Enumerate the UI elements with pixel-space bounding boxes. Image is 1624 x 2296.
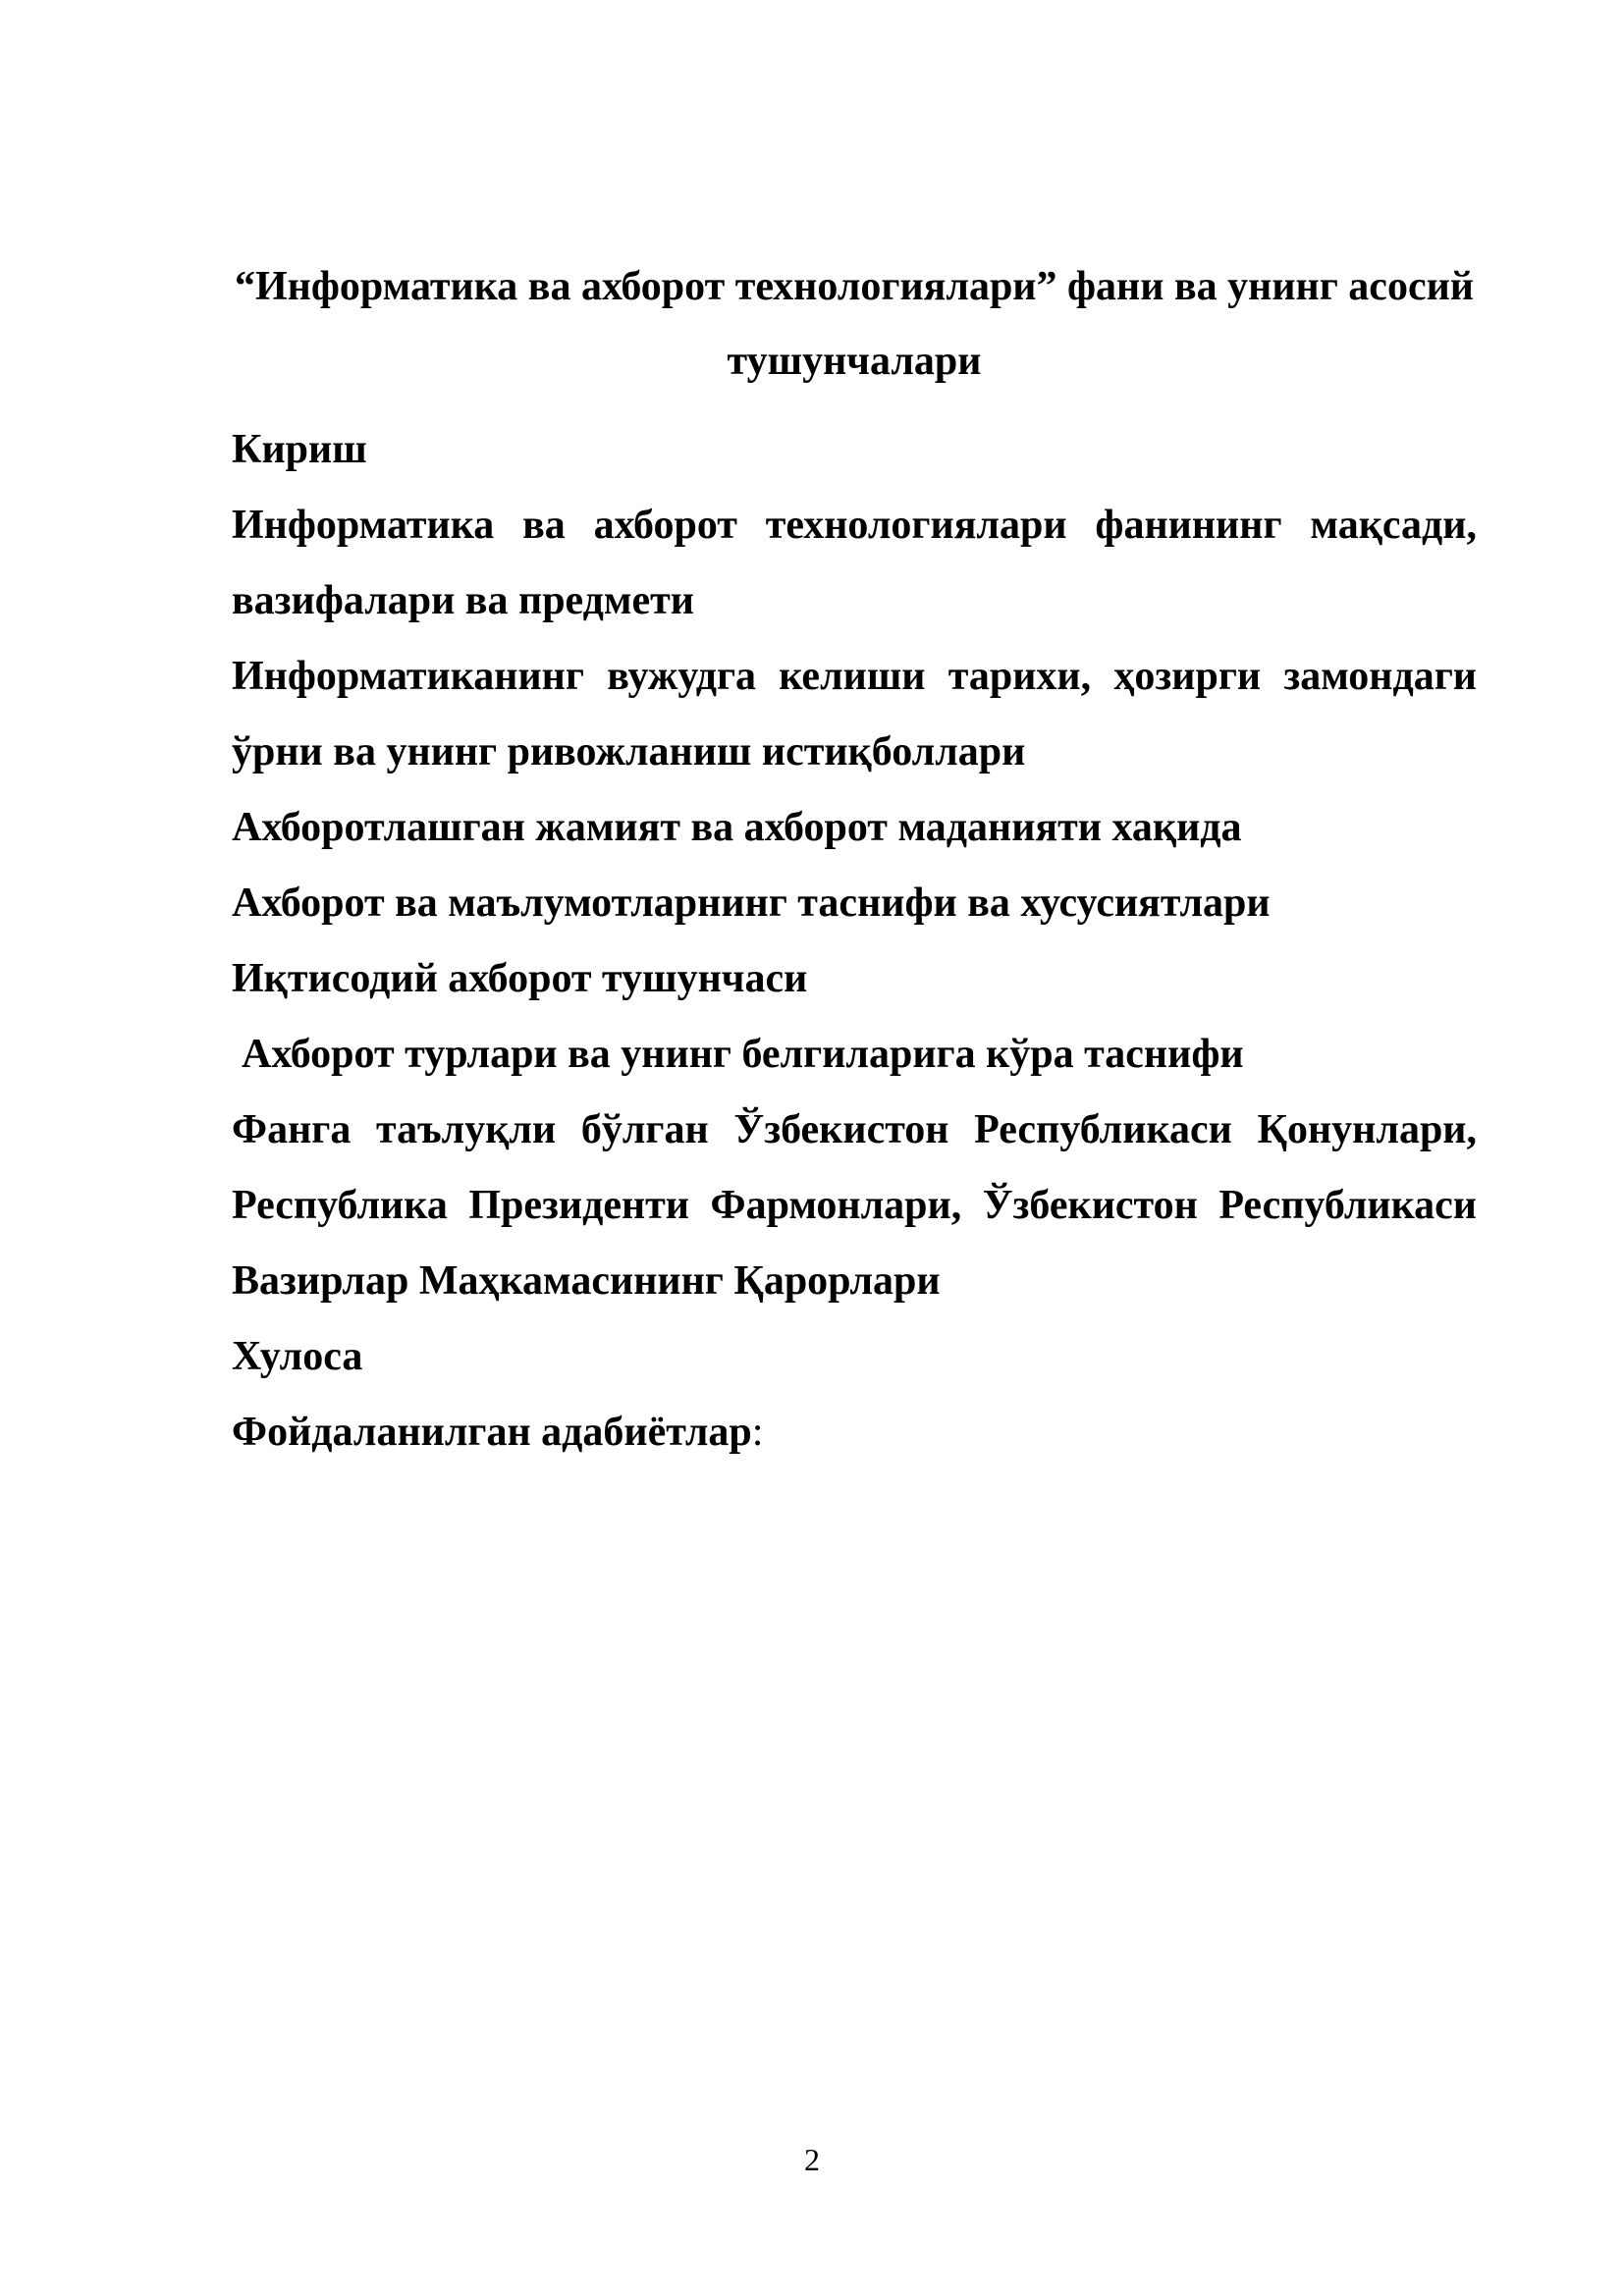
toc-item-goals: Информатика ва ахборот технологиялари фанининг мақсади, вазифалари ва предмети: [232, 503, 1477, 623]
document-title: “Информатика ва ахборот технологиялари” фани ва унинг асосий тушунчалари: [235, 264, 1474, 384]
toc-item-classification: Ахборот ва маълумотларнинг таснифи ва хусусиятлари: [232, 881, 1271, 926]
toc-item-information-types: Ахборот турлари ва унинг белгиларига кўра таснифи: [242, 1032, 1244, 1077]
toc-item-history: Информатиканинг вужудга келиши тарихи, ҳозирги замондаги ўрни ва унинг ривожланиш истиқболлари: [232, 654, 1477, 774]
table-of-contents: [232, 412, 1477, 1470]
toc-item-references: [232, 1395, 1477, 1470]
toc-item-references-colon: :: [751, 1410, 764, 1455]
toc-item-introduction: Кириш: [232, 427, 367, 472]
toc-item-references-label: Фойдаланилган адабиётлар: [232, 1410, 752, 1455]
toc-item-economic-information: Иқтисодий ахборот тушунчаси: [232, 956, 808, 1001]
toc-item-information-society: Ахборотлашган жамият ва ахборот маданияти хақида: [232, 805, 1242, 850]
toc-item-laws: Фанга таълуқли бўлган Ўзбекистон Республикаси Қонунлари, Республика Президенти Фармонлари, Ўзбекистон Республикаси Вазирлар Маҳкамасининг Қарорлари: [232, 1107, 1477, 1304]
page-number: 2: [804, 2142, 820, 2177]
toc-item-conclusion: Хулоса: [232, 1334, 363, 1379]
